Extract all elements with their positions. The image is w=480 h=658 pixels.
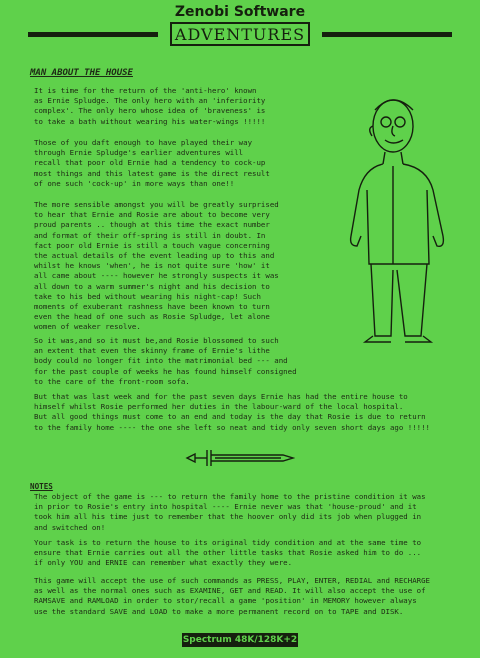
notes-paragraph-1: The object of the game is --- to return the family home to the pristine condition it was in prior to Rosie's entry into hospital ---- Ernie never was that 'house-proud' and it took him all his time just to remember that the hoover only did its job when plugged in and switched on!	[34, 492, 426, 532]
banner-left-stripe	[28, 32, 158, 37]
paragraph-5: But that was last week and for the past seven days Ernie has had the entire house to himself whilst Rosie performed her duties in the labour-ward of the local hospital. But all good things must come to an end and today is the day that Rosie is due to return to the family home ---- the one she left so neat and tidy only seven short days ago !!!!!	[34, 392, 431, 432]
publisher-name: Zenobi Software	[174, 4, 306, 20]
notes-title: NOTES	[30, 482, 53, 491]
sword-icon	[185, 447, 295, 469]
notes-paragraph-3: This game will accept the use of such commands as PRESS, PLAY, ENTER, REDIAL and RECHARGE as well as the normal ones such as EXAMINE, GET and READ. It will also accept the use of RAMSAVE and RAMLOAD in order to stor/recall a game 'position' in MEMORY however always use the standard SAVE and LOAD to make a more permanent record on to TAPE and DISK.	[34, 576, 431, 616]
section-title: MAN ABOUT THE HOUSE	[30, 68, 133, 78]
banner-right-stripe	[322, 32, 452, 37]
paragraph-3: The more sensible amongst you will be greatly surprised to hear that Ernie and Rosie are about to become very proud parents .. though at this time the exact number and format of their off-spring is still in doubt. In fact poor old Ernie is still a touch vague concerning the actual details of the event leading up to this and whilst he knows 'when', he is not quite sure 'how' it all came about ---- however he strongly suspects it was all down to a warm summer's night and his decision to take to his bed without wearing his night-cap! Such moments of exuberant rashness have been known to turn even the head of one such as Rosie Spludge, let alone women of weaker resolve.	[34, 200, 279, 332]
paragraph-2: Those of you daft enough to have played their way through Ernie Spludge's earlier adventures will recall that poor old Ernie had a tendency to cock-up most things and this latest game is the direct result of one such 'cock-up' in more ways than one!!	[34, 138, 270, 188]
platform-footer: Spectrum 48K/128K+2	[182, 635, 298, 645]
adventures-banner: ADVENTURES	[170, 22, 310, 46]
paragraph-1: It is time for the return of the 'anti-hero' known as Ernie Spludge. The only hero with an 'inferiority complex'. The only hero whose idea of 'braveness' is to take a bath without wearing his water-wings !!!!!	[34, 86, 266, 126]
notes-paragraph-2: Your task is to return the house to its original tidy condition and at the same time to ensure that Ernie carries out all the other little tasks that Rosie asked him to do ... if only YOU and ERNIE can remember what exactly they were.	[34, 538, 422, 568]
man-illustration	[345, 86, 455, 346]
paragraph-4: So it was,and so it must be,and Rosie blossomed to such an extent that even the skinny frame of Ernie's lithe body could no longer fit into the matrimonial bed --- and for the past couple of weeks he has found himself consigned to the care of the front-room sofa.	[34, 336, 297, 386]
